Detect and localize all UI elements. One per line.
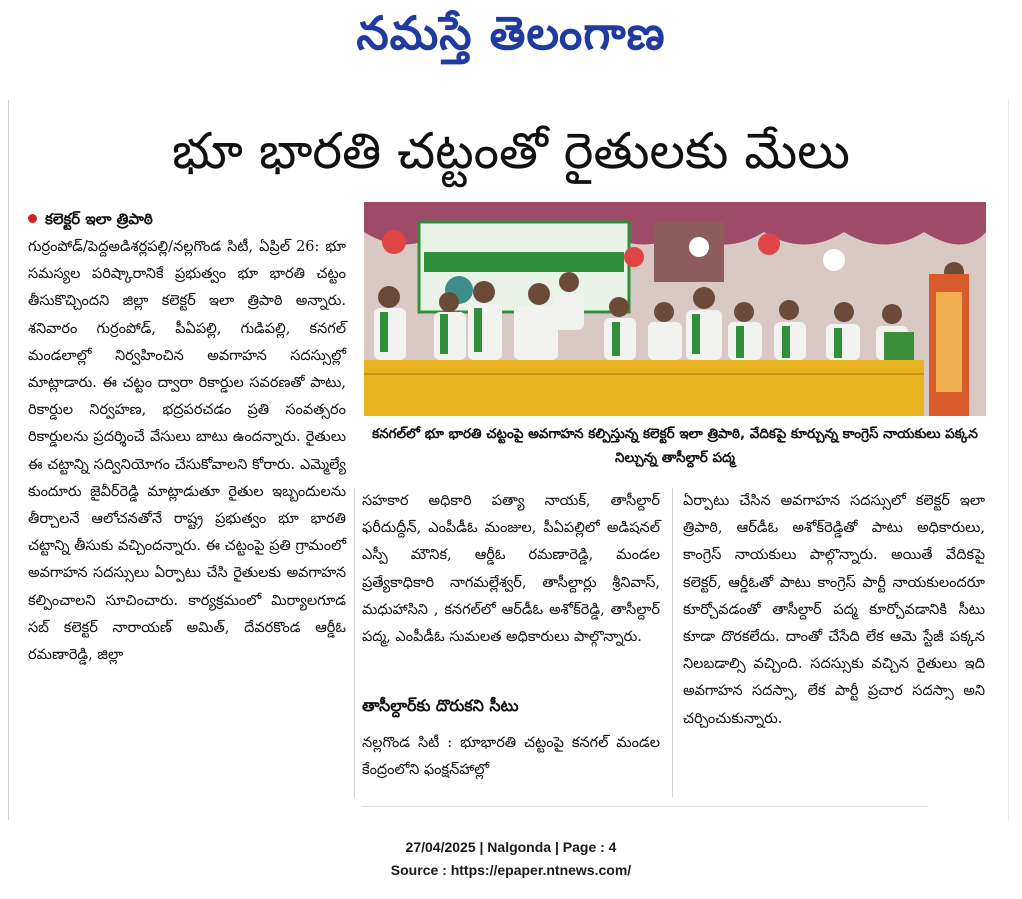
photo-caption: కనగల్‌లో భూ భారతి చట్టంపై అవగాహన కల్పిస్తున్న కలెక్టర్ ఇలా త్రిపాఠి, వేదికపై కూర్చున్న కాంగ్రెస్ నాయకులు పక్కన నిల్చున్న తాసీల్దార్ పద్మ xyxy=(372,426,978,466)
paragraph: సహకార అధికారి పత్యా నాయక్, తాసీల్దార్ ఫరీదుద్దీన్, ఎంపీడీఓ మంజుల, పీఏపల్లిలో అడిషనల్ ఎస్పీ మౌనిక, ఆర్డీఓ రమణారెడ్డి, మండల ప్రత్యేకాధికారి నాగమల్లేశ్వర్, తాసీల్దార్లు శ్రీనివాస్, మధుహాసిని , కనగల్‌లో ఆర్‌డీఓ అశోక్‌రెడ్డి, తాసీల్దార్ పద్మ, ఎంపీడీఓ సుమలత అధికారులు పాల్గొన్నారు. xyxy=(362,493,660,646)
body-column-1 xyxy=(28,234,346,669)
column-rule-right xyxy=(1008,100,1009,820)
masthead-title: నమస్తే తెలంగాణ xyxy=(356,6,666,60)
body-column-2-continued xyxy=(362,730,660,784)
byline xyxy=(28,210,153,232)
column-separator xyxy=(672,488,673,798)
body-column-3 xyxy=(683,488,985,733)
bullet-icon xyxy=(28,214,37,223)
paragraph: ఏర్పాటు చేసిన అవగాహన సదస్సులో కలెక్టర్ ఇలా త్రిపాఠి, ఆర్‌డీఓ అశోక్‌రెడ్డితో పాటు అధికారులు, కాంగ్రెస్ నాయకులు పాల్గొన్నారు. అయితే వేదికపై కలెక్టర్, ఆర్డీఓతో పాటు కాంగ్రెస్ పార్టీ నాయకులందరూ కూర్చోవడంతో తాసీల్దార్ పద్మ కూర్చోవడానికి సీటు కూడా దొరకలేదు. దాంతో చేసేది లేక ఆమె స్టేజీ పక్కన నిలబడాల్సి వచ్చింది. సదస్సుకు వచ్చిన రైతులు ఇది అవగాహన సదస్సా, లేక పార్టీ ప్రచార సదస్సా అని చర్చించుకున్నారు. xyxy=(683,493,985,727)
footer xyxy=(0,836,1022,882)
column-separator xyxy=(354,488,355,798)
bottom-rule xyxy=(362,806,928,807)
masthead xyxy=(0,0,1022,80)
byline-text: కలెక్టర్ ఇలా త్రిపాఠి xyxy=(45,210,153,228)
paragraph: గుర్రంపోడ్/పెద్దఅడిశర్లపల్లి/నల్లగొండ సిటీ, ఏప్రిల్ 26: భూ సమస్యల పరిష్కారానికే ప్రభుత్వం భూ భారతి చట్టం తీసుకొచ్చిందని జిల్లా కలెక్టర్ ఇలా త్రిపాఠి అన్నారు. శనివారం గుర్రంపోడ్, పీఏపల్లి, గుడిపల్లి, కనగల్ మండలాల్లో నిర్వహించిన అవగాహన సదస్సుల్లో మాట్లాడారు. ఈ చట్టం ద్వారా రికార్డుల సవరణతో పాటు, రికార్డుల నిర్వహణ, భద్రపరచడం ప్రతి సంవత్సరం రికార్డులను ప్రదర్శించే వేసులు బాటు ఉందన్నారు. రైతులు ఈ చట్టాన్ని సద్వినియోగం చేసుకోవాలని కోరారు. ఎమ్మెల్యే కుందూరు జైవీర్‌రెడ్డి మాట్లాడుతూ రైతుల ఇబ్బందులను తీర్చాలనే ఆలోచనతోనే రాష్ట్ర ప్రభుత్వం భూ భారతి చట్టాన్ని తీసుకు వచ్చిందన్నారు. ఈ చట్టంపై ప్రతి గ్రామంలో అవగాహన సదస్సులు ఏర్పాటు చేసి రైతులకు అవగాహన కల్పించాలని సూచించారు. కార్యక్రమంలో మిర్యాలగూడ సబ్ కలెక్టర్ నారాయణ్ అమిత్, దేవరకొండ ఆర్డీఓ రమణారెడ్డి, జిల్లా xyxy=(28,239,346,664)
article-photo xyxy=(364,202,986,416)
article-headline: భూ భారతి చట్టంతో రైతులకు మేలు xyxy=(172,122,850,180)
event-photo-illustration xyxy=(364,202,986,416)
body-column-2 xyxy=(362,488,660,651)
footer-date-edition: 27/04/2025 | Nalgonda | Page : 4 xyxy=(405,839,617,855)
footer-source: Source : https://epaper.ntnews.com/ xyxy=(390,862,632,878)
sub-headline: తాసీల్దార్‌కు దొరుకని సీటు xyxy=(362,696,519,715)
column-rule-left xyxy=(8,100,9,820)
paragraph: నల్లగొండ సిటీ : భూభారతి చట్టంపై కనగల్ మండల కేంద్రంలోని ఫంక్షన్‌హాల్లో xyxy=(362,735,660,779)
